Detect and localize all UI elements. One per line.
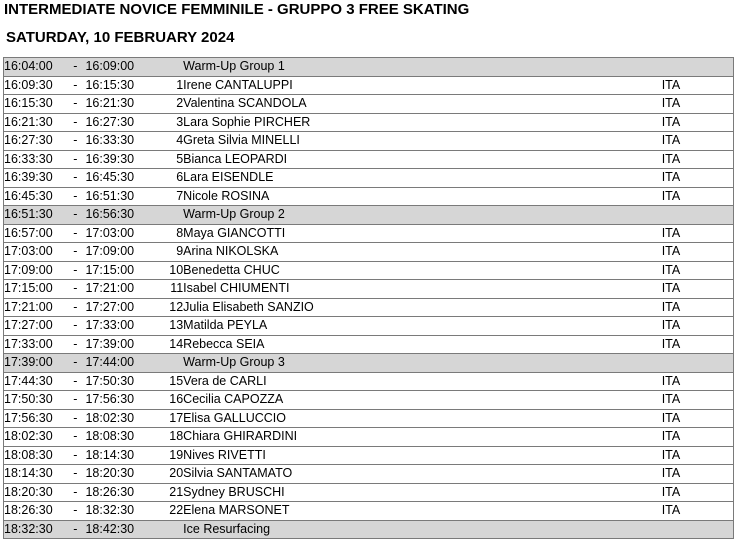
skater-name: Warm-Up Group 2 (183, 206, 662, 225)
start-time: 18:26:30 (4, 502, 66, 521)
start-time: 16:33:30 (4, 150, 66, 169)
start-time: 18:20:30 (4, 483, 66, 502)
skater-name: Elisa GALLUCCIO (183, 409, 662, 428)
time-separator: - (65, 95, 85, 114)
nation: ITA (662, 446, 734, 465)
schedule-table (3, 57, 734, 539)
end-time: 16:51:30 (85, 187, 158, 206)
start-time: 17:50:30 (4, 391, 66, 410)
nation: ITA (662, 95, 734, 114)
nation: ITA (662, 224, 734, 243)
start-time: 17:39:00 (4, 354, 66, 373)
schedule-row-break (4, 206, 734, 225)
nation: ITA (662, 483, 734, 502)
start-number: 8 (159, 224, 183, 243)
start-number: 12 (159, 298, 183, 317)
nation: ITA (662, 502, 734, 521)
skater-name: Sydney BRUSCHI (183, 483, 662, 502)
time-separator: - (65, 465, 85, 484)
end-time: 16:15:30 (85, 76, 158, 95)
schedule-row (4, 150, 734, 169)
time-separator: - (65, 317, 85, 336)
skater-name: Matilda PEYLA (183, 317, 662, 336)
time-separator: - (65, 58, 85, 77)
nation: ITA (662, 113, 734, 132)
document-title: INTERMEDIATE NOVICE FEMMINILE - GRUPPO 3 FREE SKATING (4, 1, 470, 18)
start-number (159, 58, 183, 77)
start-number: 18 (159, 428, 183, 447)
skater-name: Lara Sophie PIRCHER (183, 113, 662, 132)
nation: ITA (662, 465, 734, 484)
schedule-row-break (4, 354, 734, 373)
time-separator: - (65, 335, 85, 354)
start-number: 2 (159, 95, 183, 114)
start-number: 15 (159, 372, 183, 391)
nation: ITA (662, 76, 734, 95)
start-number: 9 (159, 243, 183, 262)
start-number: 6 (159, 169, 183, 188)
skater-name: Benedetta CHUC (183, 261, 662, 280)
start-time: 16:09:30 (4, 76, 66, 95)
schedule-row (4, 391, 734, 410)
skater-name: Elena MARSONET (183, 502, 662, 521)
skater-name: Isabel CHIUMENTI (183, 280, 662, 299)
schedule-row (4, 76, 734, 95)
start-number: 10 (159, 261, 183, 280)
start-number: 1 (159, 76, 183, 95)
nation: ITA (662, 335, 734, 354)
time-separator: - (65, 483, 85, 502)
start-number: 20 (159, 465, 183, 484)
nation (662, 206, 734, 225)
nation: ITA (662, 187, 734, 206)
skater-name: Nives RIVETTI (183, 446, 662, 465)
schedule-row (4, 446, 734, 465)
start-time: 16:04:00 (4, 58, 66, 77)
time-separator: - (65, 391, 85, 410)
end-time: 17:09:00 (85, 243, 158, 262)
start-time: 16:27:30 (4, 132, 66, 151)
time-separator: - (65, 76, 85, 95)
end-time: 18:02:30 (85, 409, 158, 428)
time-separator: - (65, 502, 85, 521)
schedule-row (4, 280, 734, 299)
end-time: 18:08:30 (85, 428, 158, 447)
schedule-row (4, 409, 734, 428)
schedule-row (4, 132, 734, 151)
start-time: 17:56:30 (4, 409, 66, 428)
start-time: 18:32:30 (4, 520, 66, 539)
skater-name: Silvia SANTAMATO (183, 465, 662, 484)
time-separator: - (65, 150, 85, 169)
nation: ITA (662, 391, 734, 410)
schedule-row (4, 187, 734, 206)
start-time: 16:51:30 (4, 206, 66, 225)
nation: ITA (662, 428, 734, 447)
schedule-row (4, 483, 734, 502)
start-time: 16:45:30 (4, 187, 66, 206)
schedule-row (4, 113, 734, 132)
time-separator: - (65, 298, 85, 317)
nation (662, 58, 734, 77)
time-separator: - (65, 187, 85, 206)
start-time: 18:08:30 (4, 446, 66, 465)
nation: ITA (662, 243, 734, 262)
time-separator: - (65, 206, 85, 225)
end-time: 17:15:00 (85, 261, 158, 280)
skater-name: Maya GIANCOTTI (183, 224, 662, 243)
start-time: 16:57:00 (4, 224, 66, 243)
skater-name: Nicole ROSINA (183, 187, 662, 206)
start-time: 16:21:30 (4, 113, 66, 132)
nation: ITA (662, 298, 734, 317)
time-separator: - (65, 409, 85, 428)
time-separator: - (65, 113, 85, 132)
skater-name: Ice Resurfacing (183, 520, 662, 539)
schedule-row (4, 428, 734, 447)
start-number: 21 (159, 483, 183, 502)
schedule-row (4, 243, 734, 262)
start-number (159, 354, 183, 373)
start-number: 22 (159, 502, 183, 521)
start-time: 17:33:00 (4, 335, 66, 354)
end-time: 18:32:30 (85, 502, 158, 521)
start-time: 17:03:00 (4, 243, 66, 262)
end-time: 17:27:00 (85, 298, 158, 317)
start-time: 17:27:00 (4, 317, 66, 336)
start-time: 16:15:30 (4, 95, 66, 114)
end-time: 16:39:30 (85, 150, 158, 169)
time-separator: - (65, 132, 85, 151)
nation: ITA (662, 132, 734, 151)
schedule-row (4, 317, 734, 336)
end-time: 16:21:30 (85, 95, 158, 114)
time-separator: - (65, 428, 85, 447)
time-separator: - (65, 280, 85, 299)
schedule-row (4, 335, 734, 354)
end-time: 16:27:30 (85, 113, 158, 132)
start-number: 7 (159, 187, 183, 206)
start-number: 4 (159, 132, 183, 151)
schedule-row (4, 465, 734, 484)
end-time: 16:45:30 (85, 169, 158, 188)
start-time: 17:15:00 (4, 280, 66, 299)
start-number: 14 (159, 335, 183, 354)
skater-name: Julia Elisabeth SANZIO (183, 298, 662, 317)
end-time: 17:03:00 (85, 224, 158, 243)
start-time: 18:02:30 (4, 428, 66, 447)
start-time: 17:44:30 (4, 372, 66, 391)
time-separator: - (65, 169, 85, 188)
skater-name: Valentina SCANDOLA (183, 95, 662, 114)
start-number (159, 206, 183, 225)
schedule-row-break (4, 520, 734, 539)
nation: ITA (662, 409, 734, 428)
skater-name: Cecilia CAPOZZA (183, 391, 662, 410)
nation: ITA (662, 150, 734, 169)
schedule-rows (4, 58, 734, 539)
nation (662, 520, 734, 539)
start-time: 16:39:30 (4, 169, 66, 188)
time-separator: - (65, 354, 85, 373)
schedule-row (4, 224, 734, 243)
start-time: 17:21:00 (4, 298, 66, 317)
schedule-row (4, 298, 734, 317)
nation: ITA (662, 169, 734, 188)
skater-name: Bianca LEOPARDI (183, 150, 662, 169)
end-time: 16:56:30 (85, 206, 158, 225)
skater-name: Rebecca SEIA (183, 335, 662, 354)
skater-name: Warm-Up Group 3 (183, 354, 662, 373)
end-time: 18:14:30 (85, 446, 158, 465)
skater-name: Vera de CARLI (183, 372, 662, 391)
start-number: 5 (159, 150, 183, 169)
skater-name: Arina NIKOLSKA (183, 243, 662, 262)
end-time: 17:50:30 (85, 372, 158, 391)
start-time: 18:14:30 (4, 465, 66, 484)
start-number: 3 (159, 113, 183, 132)
start-number: 11 (159, 280, 183, 299)
schedule-row (4, 169, 734, 188)
end-time: 17:56:30 (85, 391, 158, 410)
time-separator: - (65, 224, 85, 243)
time-separator: - (65, 261, 85, 280)
start-number: 19 (159, 446, 183, 465)
start-number: 13 (159, 317, 183, 336)
skater-name: Irene CANTALUPPI (183, 76, 662, 95)
schedule-row (4, 95, 734, 114)
start-number: 17 (159, 409, 183, 428)
time-separator: - (65, 520, 85, 539)
schedule-row (4, 372, 734, 391)
end-time: 18:26:30 (85, 483, 158, 502)
schedule-row (4, 502, 734, 521)
time-separator: - (65, 446, 85, 465)
skater-name: Greta Silvia MINELLI (183, 132, 662, 151)
end-time: 16:33:30 (85, 132, 158, 151)
nation: ITA (662, 261, 734, 280)
nation: ITA (662, 317, 734, 336)
skater-name: Warm-Up Group 1 (183, 58, 662, 77)
time-separator: - (65, 243, 85, 262)
nation: ITA (662, 280, 734, 299)
skater-name: Chiara GHIRARDINI (183, 428, 662, 447)
nation (662, 354, 734, 373)
schedule-row-break (4, 58, 734, 77)
end-time: 17:21:00 (85, 280, 158, 299)
end-time: 16:09:00 (85, 58, 158, 77)
start-time: 17:09:00 (4, 261, 66, 280)
time-separator: - (65, 372, 85, 391)
end-time: 17:33:00 (85, 317, 158, 336)
start-number: 16 (159, 391, 183, 410)
end-time: 17:39:00 (85, 335, 158, 354)
schedule-date: SATURDAY, 10 FEBRUARY 2024 (6, 29, 235, 46)
end-time: 18:20:30 (85, 465, 158, 484)
end-time: 18:42:30 (85, 520, 158, 539)
end-time: 17:44:00 (85, 354, 158, 373)
skater-name: Lara EISENDLE (183, 169, 662, 188)
start-number (159, 520, 183, 539)
schedule-row (4, 261, 734, 280)
nation: ITA (662, 372, 734, 391)
